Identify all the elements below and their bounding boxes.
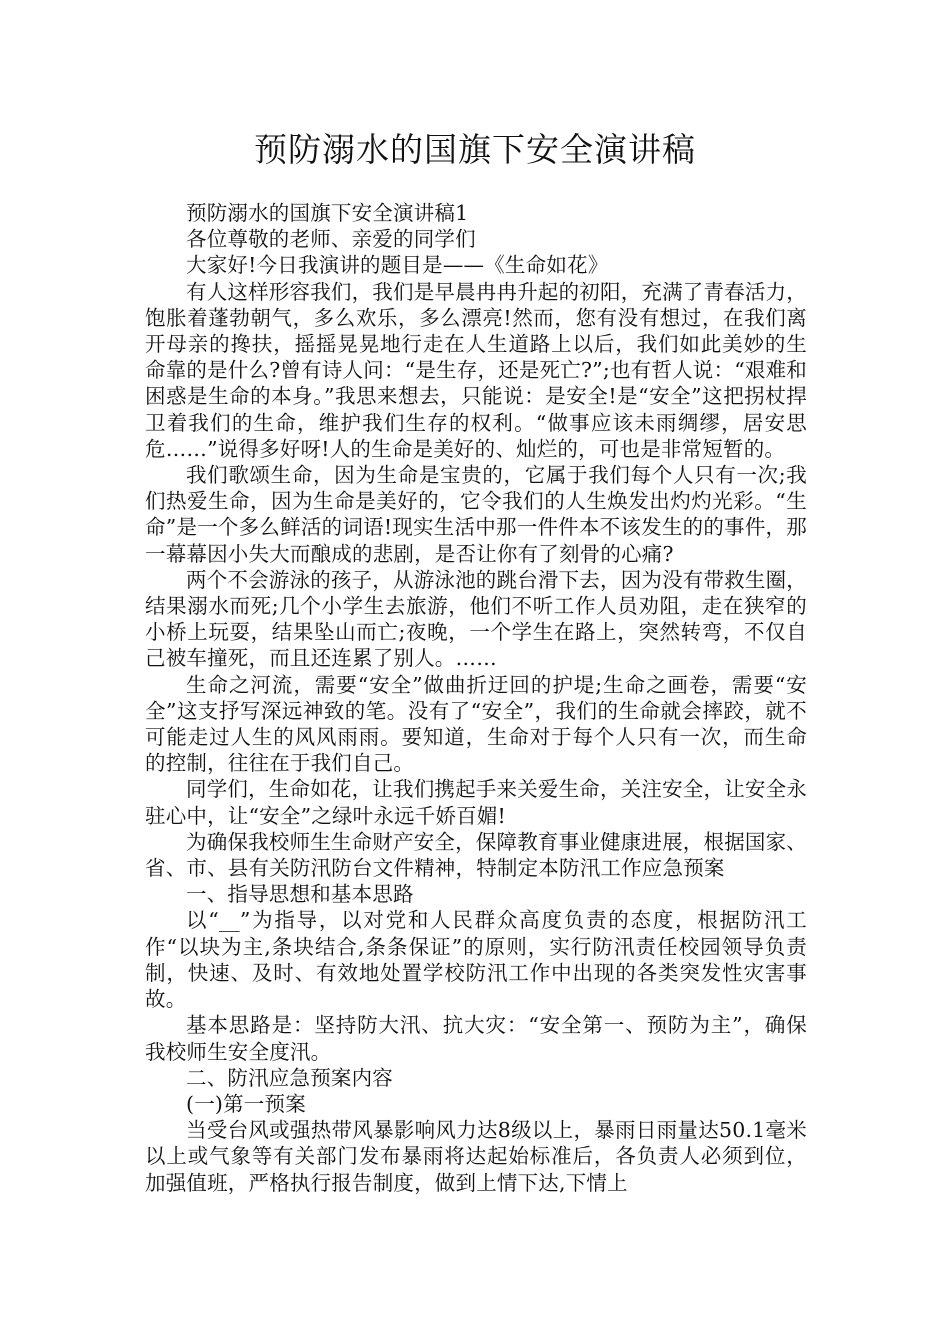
paragraph: 有人这样形容我们，我们是早晨冉冉升起的初阳，充满了青春活力，饱胀着蓬勃朝气，多么欢乐，多么漂亮!然而，您有没有想过，在我们离开母亲的搀扶，摇摇晃晃地行走在人生道路上以后，我们如此美妙的生命靠的是什么?曾有诗人问：“是生存，还是死亡?”;也有哲人说：“艰难和困惑是生命的本身。”我思来想去，只能说：是安全!是“安全”这把拐杖捍卫着我们的生命，维护我们生存的权利。“做事应该未雨绸缪，居安思危……”说得多好呀!人的生命是美好的、灿烂的，可也是非常短暂的。 xyxy=(145,279,807,461)
subsection-heading: (一)第一预案 xyxy=(186,1091,306,1116)
document-title: 预防溺水的国旗下安全演讲稿 xyxy=(254,130,696,169)
greeting-line: 大家好!今日我演讲的题目是——《生命如花》 xyxy=(186,253,609,278)
section-heading: 一、指导思想和基本思路 xyxy=(186,882,414,907)
paragraph: 同学们，生命如花，让我们携起手来关爱生命，关注安全，让安全永驻心中，让“安全”之绿叶永远千娇百媚! xyxy=(145,777,807,828)
paragraph: 基本思路是：坚持防大汛、抗大灾：“安全第一、预防为主”，确保我校师生安全度汛。 xyxy=(145,1013,807,1064)
paragraph: 以“__”为指导，以对党和人民群众高度负责的态度，根据防汛工作“以块为主,条块结合,条条保证”的原则，实行防汛责任校园领导负责制，快速、及时、有效地处置学校防汛工作中出现的各类突发性灾害事故。 xyxy=(145,908,807,1012)
paragraph: 为确保我校师生生命财产安全，保障教育事业健康进展，根据国家、省、市、县有关防汛防台文件精神，特制定本防汛工作应急预案 xyxy=(145,829,807,881)
salutation-line: 各位尊敬的老师、亲爱的同学们 xyxy=(186,227,476,252)
paragraph: 两个不会游泳的孩子，从游泳池的跳台滑下去，因为没有带救生圈，结果溺水而死;几个小学生去旅游，他们不听工作人员劝阻，走在狭窄的小桥上玩耍，结果坠山而亡;夜晚，一个学生在路上，突然转弯，不仅自己被车撞死，而且还连累了别人。…… xyxy=(145,567,807,671)
paragraph: 生命之河流，需要“安全”做曲折迂回的护堤;生命之画卷，需要“安全”这支抒写深远神致的笔。没有了“安全”，我们的生命就会摔跤，就不可能走过人生的风风雨雨。要知道，生命对于每个人只有一次，而生命的控制，往往在于我们自己。 xyxy=(145,672,807,776)
section-heading: 二、防汛应急预案内容 xyxy=(186,1065,393,1090)
document-body xyxy=(145,200,807,1196)
paragraph: 当受台风或强热带风暴影响风力达8级以上，暴雨日雨量达50.1毫米以上或气象等有关部门发布暴雨将达起始标准后，各负责人必须到位，加强值班，严格执行报告制度，做到上情下达,下情上 xyxy=(145,1118,807,1195)
subtitle-line: 预防溺水的国旗下安全演讲稿1 xyxy=(186,201,469,225)
paragraph: 我们歌颂生命，因为生命是宝贵的，它属于我们每个人只有一次;我们热爱生命，因为生命是美好的，它令我们的人生焕发出灼灼光彩。“生命”是一个多么鲜活的词语!现实生活中那一件件本不该发生的的事件，那一幕幕因小失大而酿成的悲剧，是否让你有了刻骨的心痛? xyxy=(145,463,807,566)
